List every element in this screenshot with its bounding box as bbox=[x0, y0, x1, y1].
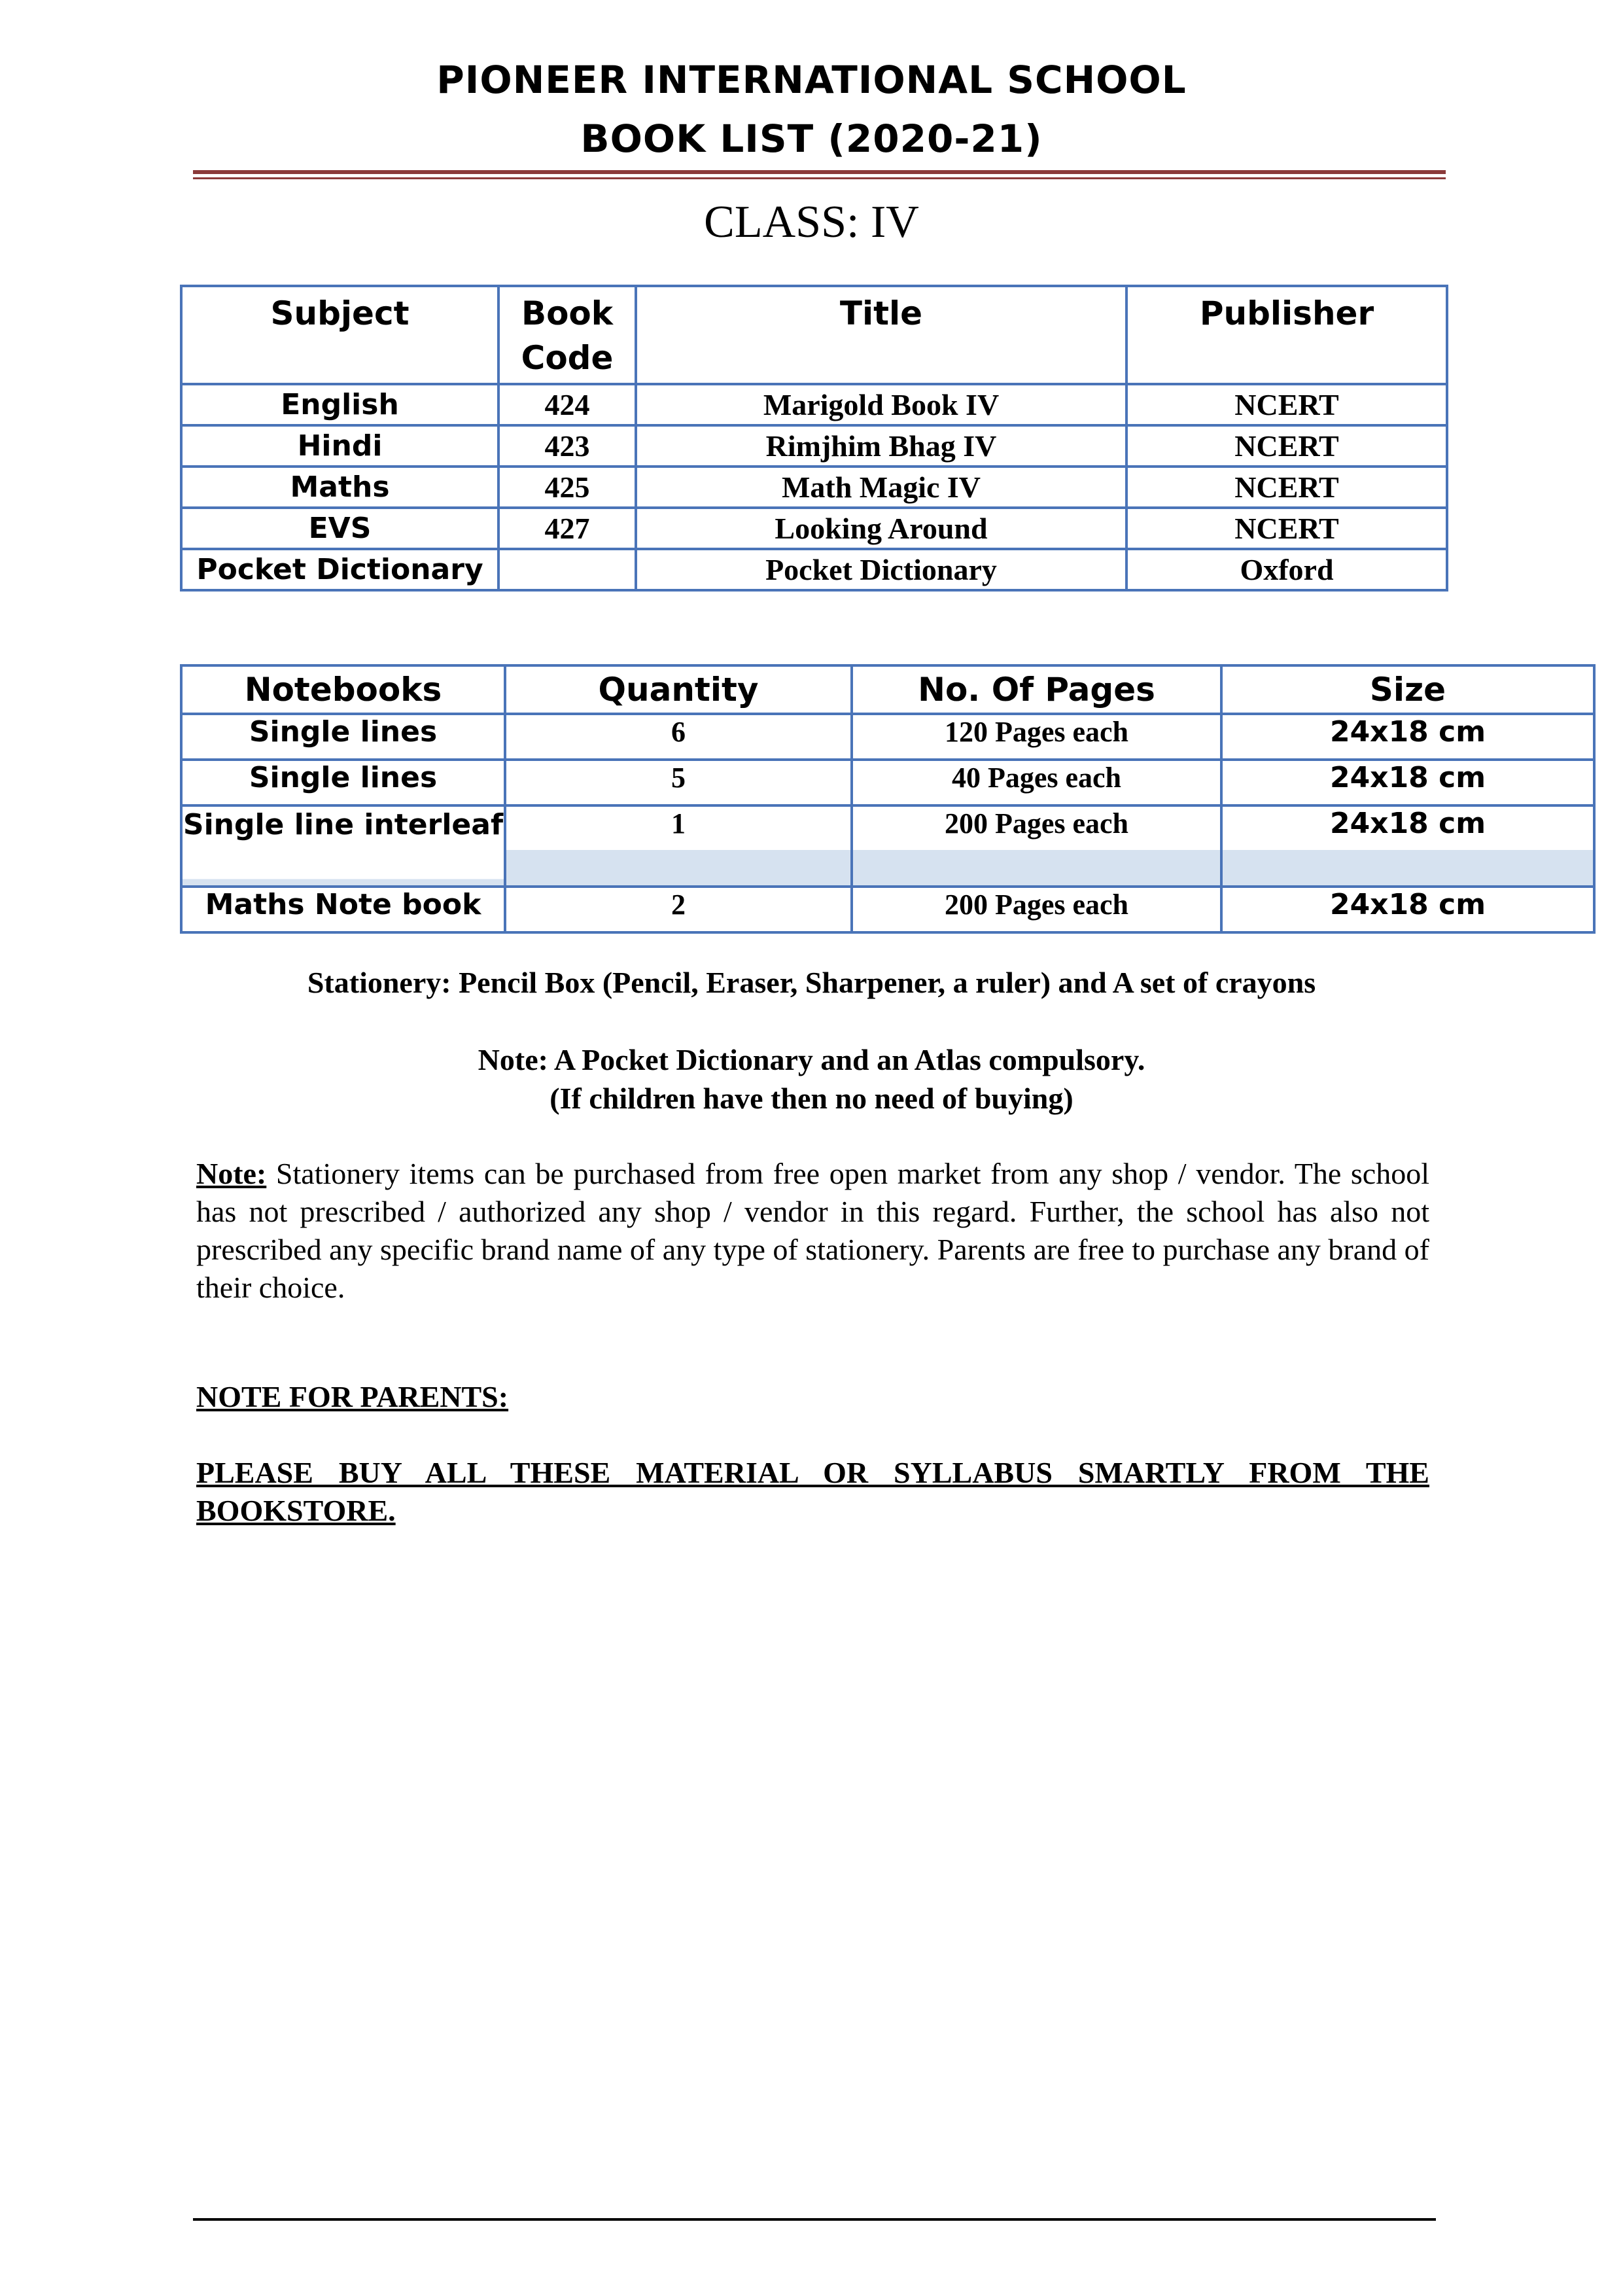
quantity-cell: 1 bbox=[505, 805, 852, 887]
table-row bbox=[181, 508, 1447, 549]
title-cell: Rimjhim Bhag IV bbox=[636, 425, 1126, 467]
quantity-cell: 6 bbox=[505, 714, 852, 760]
title-cell: Math Magic IV bbox=[636, 467, 1126, 508]
publisher-cell: Oxford bbox=[1126, 549, 1447, 590]
column-header-size: Size bbox=[1221, 665, 1594, 714]
subject-cell: English bbox=[181, 384, 498, 425]
publisher-cell: NCERT bbox=[1126, 384, 1447, 425]
notebook-cell: Maths Note book bbox=[181, 887, 505, 932]
table-row bbox=[181, 384, 1447, 425]
pages-cell: 200 Pages each bbox=[852, 805, 1221, 887]
dictionary-note-sub: (If children have then no need of buying) bbox=[550, 1082, 1073, 1115]
quantity-cell: 2 bbox=[505, 887, 852, 932]
header-divider bbox=[193, 170, 1446, 179]
parents-note-heading: NOTE FOR PARENTS: bbox=[196, 1380, 509, 1413]
pages-cell: 200 Pages each bbox=[852, 887, 1221, 932]
quantity-cell: 5 bbox=[505, 760, 852, 805]
books-table bbox=[180, 285, 1448, 592]
column-header-notebooks: Notebooks bbox=[181, 665, 505, 714]
column-header-publisher: Publisher bbox=[1126, 286, 1447, 384]
title-cell: Pocket Dictionary bbox=[636, 549, 1126, 590]
books-table-header bbox=[181, 286, 1447, 384]
notebooks-table bbox=[180, 664, 1596, 934]
column-header-pages: No. Of Pages bbox=[852, 665, 1221, 714]
school-name: PIONEER INTERNATIONAL SCHOOL bbox=[436, 58, 1187, 102]
book-list-title: BOOK LIST (2020-21) bbox=[580, 116, 1043, 161]
title-cell: Looking Around bbox=[636, 508, 1126, 549]
column-header-title: Title bbox=[636, 286, 1126, 384]
book-code-cell: 425 bbox=[498, 467, 636, 508]
size-cell: 24x18 cm bbox=[1221, 760, 1594, 805]
pages-cell: 40 Pages each bbox=[852, 760, 1221, 805]
parents-note-text: PLEASE BUY ALL THESE MATERIAL OR SYLLABUS SMARTLY FROM THE BOOKSTORE. bbox=[196, 1456, 1429, 1527]
publisher-cell: NCERT bbox=[1126, 508, 1447, 549]
table-row bbox=[181, 760, 1594, 805]
book-code-cell: 427 bbox=[498, 508, 636, 549]
notebooks-table-header bbox=[181, 665, 1594, 714]
column-header-book-code: Book Code bbox=[498, 286, 636, 384]
table-row bbox=[181, 714, 1594, 760]
subject-cell: EVS bbox=[181, 508, 498, 549]
class-label: CLASS: IV bbox=[704, 197, 919, 247]
notebook-cell: Single lines bbox=[181, 760, 505, 805]
size-cell: 24x18 cm bbox=[1221, 714, 1594, 760]
stationery-note-paragraph bbox=[196, 1155, 1429, 1307]
table-row bbox=[181, 887, 1594, 932]
table-row bbox=[181, 425, 1447, 467]
size-cell: 24x18 cm bbox=[1221, 805, 1594, 887]
note-text: Stationery items can be purchased from free open market from any shop / vendor. The school has not prescribed / authorized any shop / vendor in this regard. Further, the school has also not prescribed any specific brand name of any type of stationery. Parents are free to purchase any brand of their choice. bbox=[196, 1157, 1429, 1304]
publisher-cell: NCERT bbox=[1126, 425, 1447, 467]
pages-cell: 120 Pages each bbox=[852, 714, 1221, 760]
publisher-cell: NCERT bbox=[1126, 467, 1447, 508]
notebook-cell: Single lines bbox=[181, 714, 505, 760]
book-code-cell bbox=[498, 549, 636, 590]
notebook-cell: Single line interleaf bbox=[181, 805, 505, 887]
table-row bbox=[181, 805, 1594, 887]
title-cell: Marigold Book IV bbox=[636, 384, 1126, 425]
subject-cell: Pocket Dictionary bbox=[181, 549, 498, 590]
table-row bbox=[181, 549, 1447, 590]
size-cell: 24x18 cm bbox=[1221, 887, 1594, 932]
stationery-line: Stationery: Pencil Box (Pencil, Eraser, Sharpener, a ruler) and A set of crayons bbox=[307, 966, 1316, 999]
column-header-subject: Subject bbox=[181, 286, 498, 384]
subject-cell: Maths bbox=[181, 467, 498, 508]
footer-divider bbox=[193, 2218, 1436, 2221]
book-code-cell: 424 bbox=[498, 384, 636, 425]
subject-cell: Hindi bbox=[181, 425, 498, 467]
column-header-quantity: Quantity bbox=[505, 665, 852, 714]
book-code-cell: 423 bbox=[498, 425, 636, 467]
note-label: Note: bbox=[196, 1157, 267, 1190]
dictionary-note: Note: A Pocket Dictionary and an Atlas compulsory. bbox=[478, 1043, 1145, 1076]
table-row bbox=[181, 467, 1447, 508]
